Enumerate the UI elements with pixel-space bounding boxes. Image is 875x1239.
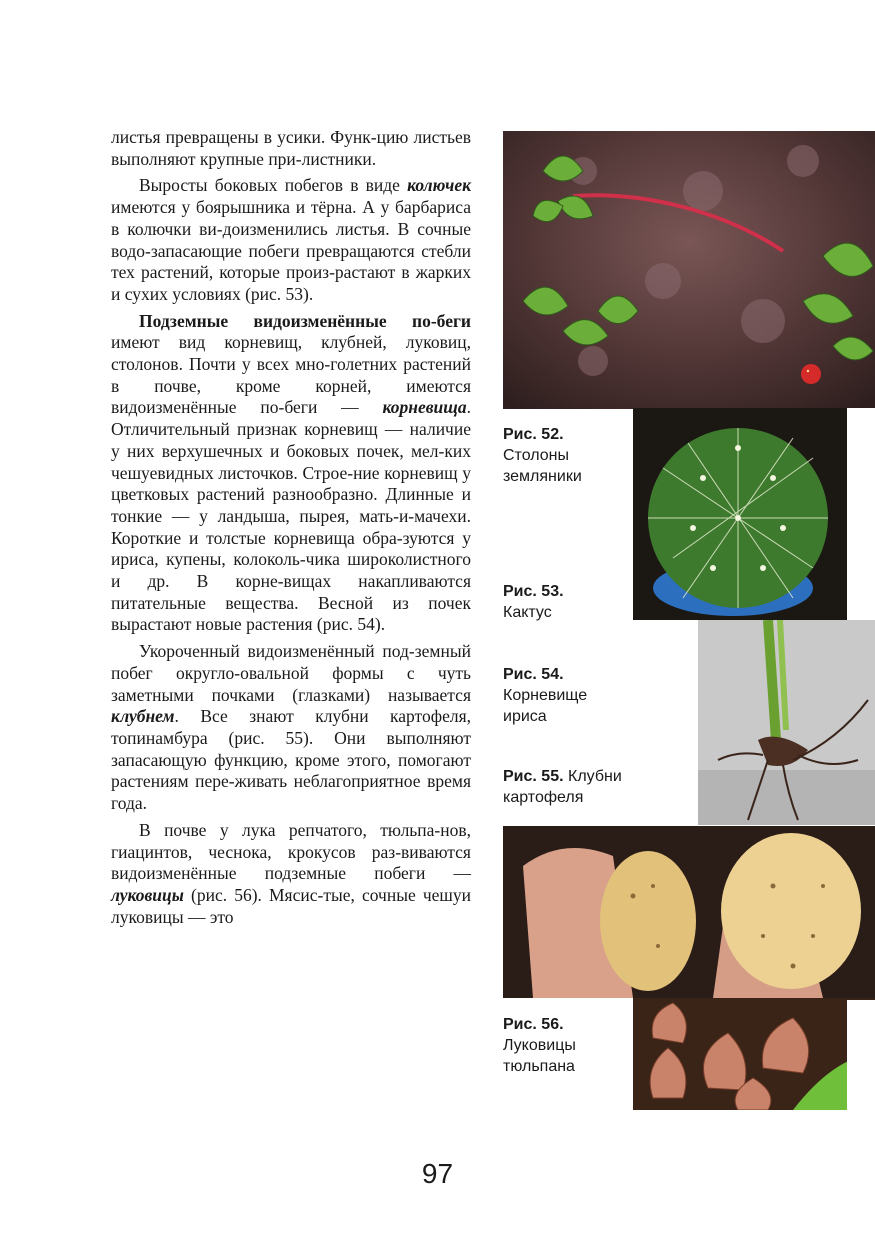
- caption-fig53-label: Рис. 53.: [503, 583, 564, 600]
- caption-fig56-line1: Луковицы: [503, 1037, 576, 1054]
- paragraph-2-text-a: Выросты боковых побегов в виде: [139, 175, 408, 196]
- paragraph-4-text-b: . Все знают клубни картофеля, топинамбура (рис. 55). Они выполняют запасающую функцию, кроме этого, помогают растениям пере-живать неблагоприятное время года.: [111, 706, 471, 814]
- term-kolyuchki: колючек: [407, 175, 471, 196]
- green-corner-accent: [847, 1000, 875, 1110]
- green-side-strip: [847, 408, 875, 604]
- body-text: [111, 127, 471, 933]
- caption-fig53: [503, 581, 564, 623]
- paragraph-1-text: листья превращены в усики. Функ-цию листьев выполняют крупные при-листники.: [111, 127, 471, 169]
- caption-fig54: [503, 664, 587, 727]
- strawberry-stolons-photo: [503, 131, 875, 409]
- caption-fig56-label: Рис. 56.: [503, 1016, 564, 1033]
- caption-fig53-line1: Кактус: [503, 604, 552, 621]
- paragraph-5-text-b: (рис. 56). Мясис-тые, сочные чешуи луковицы — это: [111, 884, 471, 927]
- caption-fig56-line2: тюльпана: [503, 1058, 575, 1075]
- paragraph-5-text-a: В почве у лука репчатого, тюльпа-нов, гиацинтов, чеснока, крокусов раз-виваются видоизменённые подземные побеги —: [111, 819, 471, 884]
- caption-fig52-line1: Столоны: [503, 447, 569, 464]
- caption-fig52-label: Рис. 52.: [503, 426, 564, 443]
- paragraph-4-text-a: Укороченный видоизменённый под-земный побег округло-овальной формы с чуть заметными почками (глазками) называется: [111, 641, 471, 705]
- page-number: 97: [421, 1158, 454, 1189]
- paragraph-3-text-a: имеют вид корневищ, клубней, луковиц, столонов. Почти у всех мно-голетних растений в почве, кроме корней, имеются видоизменённые по-беги —: [111, 332, 471, 418]
- caption-fig56: [503, 1014, 576, 1077]
- paragraph-1: [111, 127, 471, 170]
- cactus-image: [633, 408, 847, 620]
- caption-fig54-line1: Корневище: [503, 687, 588, 704]
- caption-fig55-line1: картофеля: [503, 789, 584, 806]
- caption-fig52: [503, 424, 582, 487]
- paragraph-3-text-b: . Отличительный признак корневищ — наличие у них верхушечных и боковых почек, мел-ких чешуевидных листочков. Строе-ние корневищ у цветковых растений разнообразно. Длинные и тонкие — у ландыша, пырея, мать-и-мачехи. Короткие и толстые корневища обра-зуются у ириса, купены, колоколь-чика широколистного и др. В корне-вищах накапливаются питательные вещества. Весной из почек вырастают новые растения (рис. 54).: [111, 397, 471, 635]
- iris-rhizome-photo: [698, 620, 875, 825]
- caption-fig54-label: Рис. 54.: [503, 666, 564, 683]
- strawberry-stolons-image: [503, 131, 875, 409]
- paragraph-2-text-b: имеются у боярышника и тёрна. А у барбариса в колючки ви-доизменились листья. В сочные водо-запасающие побеги превращаются стебли тех растений, которые произ-растают в жарких и сухих условиях (рис. 53).: [111, 197, 471, 304]
- tulip-bulbs-image: [633, 998, 875, 1110]
- caption-fig55: [503, 766, 622, 808]
- tulip-bulbs-photo: [633, 998, 875, 1110]
- iris-rhizome-image: [698, 620, 875, 825]
- cactus-photo: [633, 408, 847, 620]
- caption-fig55-label: Рис. 55.: [503, 768, 564, 785]
- paragraph-3: [111, 311, 471, 637]
- term-kornevishcha: корневища: [382, 397, 467, 418]
- paragraph-4: [111, 641, 471, 815]
- term-klubnem: клубнем: [111, 706, 175, 727]
- potato-tubers-image: [503, 826, 875, 998]
- caption-fig55-inline: Клубни: [563, 768, 622, 785]
- potato-tubers-photo: [503, 826, 875, 998]
- term-lukovitsy: луковицы: [111, 884, 184, 905]
- caption-fig52-line2: земляники: [503, 468, 582, 485]
- term-underground-shoots: Подземные видоизменённые по-беги: [139, 310, 471, 331]
- caption-fig54-line2: ириса: [503, 708, 547, 725]
- paragraph-2: [111, 175, 471, 305]
- paragraph-5: [111, 820, 471, 929]
